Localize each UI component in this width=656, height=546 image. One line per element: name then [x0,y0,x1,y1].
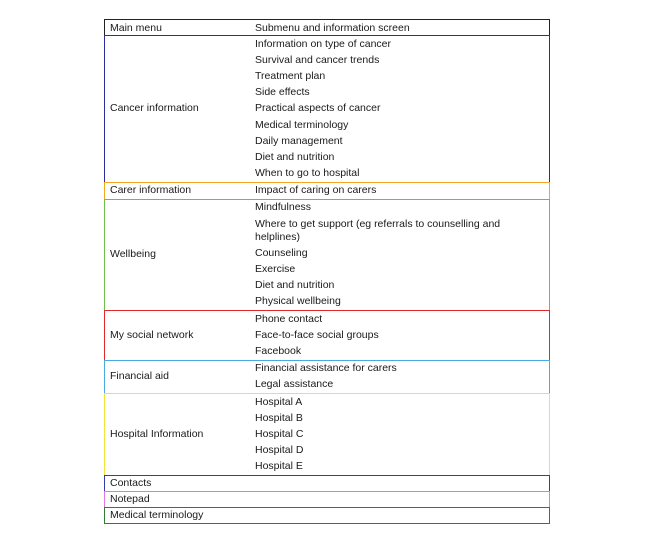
submenu-item: Diet and nutrition [255,279,335,292]
section-row-carer-information [104,182,550,200]
table-sections [104,35,550,524]
submenu-item: Side effects [255,86,310,99]
main-menu-label [105,476,250,491]
main-menu-label [105,394,250,475]
submenu-item: Practical aspects of cancer [255,102,381,115]
submenu-item: Treatment plan [255,69,326,82]
submenu-item: Impact of caring on carers [255,184,377,197]
submenu-item: Mindfulness [255,201,312,214]
section-row-wellbeing [104,199,550,311]
submenu-list [250,36,549,182]
main-menu-label [105,183,250,199]
main-menu-label-text: Medical terminology [110,508,204,521]
submenu-list [250,476,549,491]
submenu-item: Where to get support (eg referrals to counselling and helplines) [255,217,501,243]
submenu-list [250,200,549,310]
submenu-item: Face-to-face social groups [255,328,379,341]
main-menu-label [105,361,250,393]
submenu-item: Facebook [255,344,302,357]
main-menu-label-text: My social network [110,328,194,341]
section-row-medical-terminology [104,507,550,524]
submenu-list [250,492,549,507]
main-menu-label-text: Contacts [110,476,152,489]
main-menu-label-text: Carer information [110,184,192,197]
main-menu-label-text: Wellbeing [110,248,156,261]
section-row-notepad [104,491,550,508]
header-main-menu: Main menu [110,21,162,34]
submenu-item: Legal assistance [255,378,334,391]
submenu-item: Survival and cancer trends [255,53,380,66]
submenu-item: Financial assistance for carers [255,362,397,375]
table-header-row [104,19,550,36]
header-submenu: Submenu and information screen [255,21,410,34]
submenu-list [250,183,549,199]
submenu-item: Hospital C [255,427,304,440]
submenu-list [250,311,549,360]
section-row-financial-aid [104,360,550,394]
submenu-item: Medical terminology [255,118,349,131]
submenu-item: Counseling [255,246,308,259]
submenu-item: When to go to hospital [255,167,360,180]
submenu-item: Hospital B [255,411,303,424]
section-row-my-social-network [104,310,550,361]
main-menu-label [105,36,250,182]
main-menu-label-text: Hospital Information [110,427,204,440]
submenu-item: Hospital D [255,444,304,457]
main-menu-label [105,492,250,507]
main-menu-label [105,200,250,310]
main-menu-label [105,508,250,523]
main-menu-label [105,311,250,360]
menu-structure-table [104,19,550,524]
submenu-list [250,394,549,475]
main-menu-label-text: Financial aid [110,370,169,383]
submenu-item: Hospital A [255,395,303,408]
submenu-item: Hospital E [255,460,303,473]
submenu-item: Phone contact [255,312,323,325]
submenu-item: Physical wellbeing [255,295,341,308]
submenu-item: Information on type of cancer [255,37,391,50]
main-menu-label-text: Cancer information [110,102,199,115]
main-menu-label-text: Notepad [110,492,150,505]
submenu-list [250,361,549,393]
section-row-contacts [104,475,550,492]
submenu-item: Daily management [255,134,343,147]
submenu-list [250,508,549,523]
section-row-hospital-information [104,393,550,476]
submenu-item: Diet and nutrition [255,150,335,163]
section-row-cancer-information [104,35,550,183]
submenu-item: Exercise [255,263,296,276]
